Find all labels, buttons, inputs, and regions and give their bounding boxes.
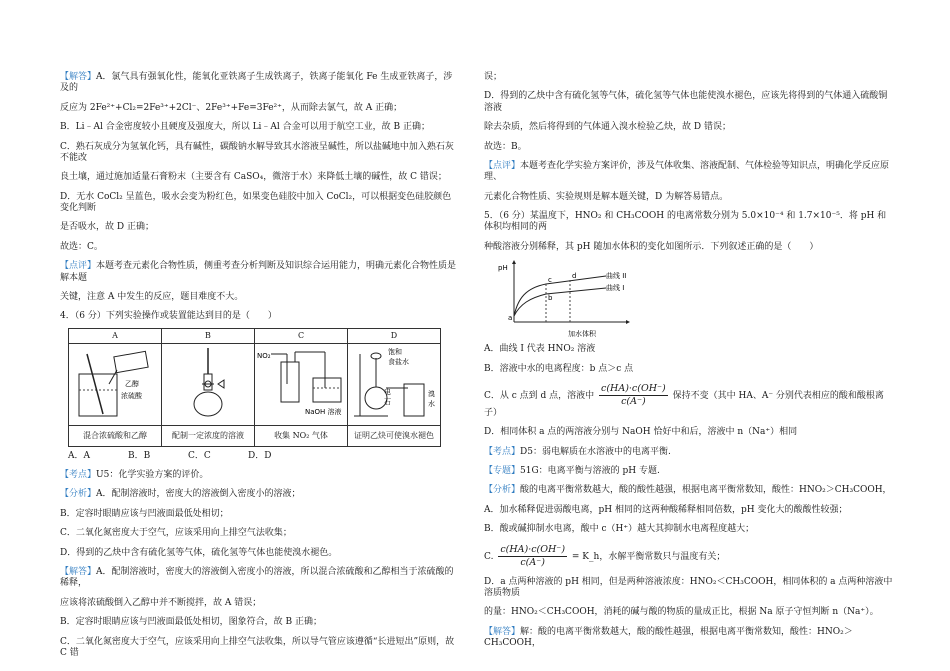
right-comment-2: 元素化合物性质、实验规则是解本题关键，D 为解答易错点。 — [484, 191, 729, 202]
acetylene-illustration — [348, 344, 440, 422]
caption-a: 混合浓硫酸和乙醇 — [69, 425, 162, 446]
analysis-line-4: D．得到的乙炔中含有硫化氢等气体，硫化氢等气体也能使溴水褪色。 — [60, 547, 338, 558]
comment-line-1: 【点评】本题考查元素化合物性质，侧重考查分析判断及知识综合运用能力，明确元素化合物性质是解本题 — [60, 261, 457, 283]
answer-select: 故选：C。 — [60, 241, 103, 252]
right-column — [484, 72, 894, 658]
q5-option-c-suffix: 保持不变（其中 HA、A⁻ 分别代表相应的酸和酸根离子） — [484, 390, 884, 418]
q5-analysis-b: B．酸或碱抑制水电离，酸中 c（H⁺）越大其抑制水电离程度越大； — [484, 524, 755, 535]
section-tag: 【考点】 — [484, 446, 521, 457]
apparatus-b — [162, 343, 255, 425]
q5-zhuanti: 【专题】51G：电离平衡与溶液的 pH 专题. — [484, 466, 660, 476]
solution-line-3: B．定容时眼睛应该与凹液面最低处相切，图象符合，故 B 正确； — [60, 617, 322, 628]
label-sulfuric-acid: 浓硫酸 — [121, 391, 142, 400]
point-c: c — [548, 276, 552, 285]
question-4-options — [68, 451, 460, 462]
answer-line-5: 良土壤，通过施加适量石膏粉末（主要含有 CaSO₄，微溶于水）来降低土壤的碱性，故 C 错误； — [60, 172, 447, 183]
question-4-stem: 4．（6 分）下列实验操作或装置能达到目的是（ ） — [60, 311, 277, 322]
q5-analysis-d2: 的量：HNO₂＜CH₃COOH，消耗的碱与酸的物质的量成正比，根据 Na 原子守恒判断 n（Na⁺）。 — [484, 607, 879, 618]
fraction-expression — [599, 383, 668, 408]
option-b: B．B — [128, 450, 151, 461]
question-5-stem-2: 种酸溶液分别稀释，其 pH 随加水体积的变化如图所示．下列叙述正确的是（ ） — [484, 241, 819, 252]
q5-analysis-d1: D．a 点两种溶液的 pH 相同，但是两种溶液浓度：HNO₂＜CH₃COOH，相同体积的 a 点两种溶液中溶质物质 — [484, 576, 893, 598]
q5-solution: 【解答】解：酸的电离平衡常数越大，酸的酸性越强，根据电离平衡常数知，酸性：HNO₂＞CH₃COOH， — [484, 626, 853, 649]
section-tag: 【解答】 — [484, 626, 521, 637]
answer-line-6: D．无水 CoCl₂ 呈蓝色，吸水会变为粉红色，如果变色硅胶中加入 CoCl₂，可以根据变色硅胶颜色变化判断 — [60, 191, 452, 213]
q5-analysis-c-suffix: = K_h，水解平衡常数只与温度有关； — [571, 551, 726, 562]
fraction-expression-2 — [498, 544, 567, 569]
table-header-b: B — [162, 328, 255, 343]
ph-dilution-graph — [496, 258, 636, 340]
section-tag: 【解答】 — [60, 72, 97, 82]
q5-option-d: D．相同体积 a 点的两溶液分别与 NaOH 恰好中和后，溶液中 n（Na⁺）相同 — [484, 427, 798, 438]
option-a: A．A — [68, 450, 90, 461]
q5-option-b: B．溶液中水的电离程度：b 点＞c 点 — [484, 363, 634, 374]
kaodian-line: 【考点】U5：化学实验方案的评价。 — [60, 469, 209, 480]
analysis-line-1: 【分析】A．配制溶液时，密度大的溶液倒入密度小的溶液； — [60, 489, 301, 500]
analysis-line-2: B．定容时眼睛应该与凹液面最低处相切； — [60, 508, 229, 519]
q5-option-c-prefix: C．从 c 点到 d 点，溶液中 — [484, 390, 595, 401]
experiment-table — [68, 328, 441, 447]
label-stone: 石 — [384, 397, 391, 406]
apparatus-c — [255, 343, 348, 425]
beaker-pouring-illustration — [69, 344, 161, 422]
q5-analysis-1: 【分析】酸的电离平衡常数越大，酸的酸性越强，根据电离平衡常数知，酸性：HNO₂＞CH₃COOH， — [484, 485, 892, 496]
section-tag: 【点评】 — [484, 161, 521, 171]
solution-line-4: C．二氧化氮密度大于空气，应该采用向上排空气法收集，所以导气管应该遵循“长进短出”原则，故 C 错 — [60, 636, 455, 658]
label-naoh-solution: NaOH 溶液 — [305, 407, 342, 416]
label-no2: NO₂ — [257, 351, 271, 360]
gas-collection-illustration — [255, 344, 347, 422]
point-a: a — [508, 314, 513, 323]
section-tag: 【分析】 — [60, 489, 97, 500]
volumetric-flask-illustration — [162, 344, 254, 422]
q5-analysis-a: A．加水稀释促进弱酸电离，pH 相同的这两种酸稀释相同倍数，pH 变化大的酸酸性较强； — [484, 504, 848, 515]
option-d: D．D — [248, 450, 272, 461]
right-comment-1: 【点评】本题考查化学实验方案评价，涉及气体收集、溶液配制、气体检验等知识点，明确化学反应原理、 — [484, 161, 890, 183]
curve-ii — [514, 276, 606, 316]
q5-analysis-c-prefix: C. — [484, 551, 494, 562]
fraction-numerator: c(HA)·c(OH⁻) — [601, 382, 666, 394]
point-b: b — [548, 294, 553, 303]
label-saturated: 饱和 — [388, 347, 402, 356]
answer-line-2: 反应为 2Fe²⁺+Cl₂=2Fe³⁺+2Cl⁻、2Fe³⁺+Fe=3Fe²⁺，从而除去氯气，故 A 正确； — [60, 102, 403, 113]
solution-line-1: 【解答】A．配制溶液时，密度大的溶液倒入密度小的溶液，所以混合浓硫酸和乙醇相当于浓硫酸的稀释， — [60, 567, 454, 589]
caption-b: 配制一定浓度的溶液 — [162, 425, 255, 446]
apparatus-d — [348, 343, 441, 425]
solution-line-2: 应该将浓硫酸倒入乙醇中并不断搅拌，故 A 错误； — [60, 597, 262, 608]
label-ethanol: 乙醇 — [125, 379, 139, 388]
right-line-1: 误； — [484, 72, 503, 82]
table-header-a: A — [69, 328, 162, 343]
label-curve-i: 曲线 I — [606, 284, 625, 293]
answer-line-1: 【解答】A．氯气具有强氧化性，能氧化亚铁离子生成铁离子，铁离子能氧化 Fe 生成亚铁离子，涉及的 — [60, 72, 453, 94]
fraction-numerator-2: c(HA)·c(OH⁻) — [500, 543, 566, 555]
section-tag: 【专题】 — [484, 466, 521, 476]
caption-c: 收集 NO₂ 气体 — [255, 425, 348, 446]
label-curve-ii: 曲线 II — [606, 272, 627, 281]
right-line-2: D．得到的乙炔中含有硫化氢等气体，硫化氢等气体也能使溴水褪色，应该先将得到的气体通入硫酸铜溶液 — [484, 91, 888, 113]
point-d: d — [572, 272, 577, 281]
answer-line-7: 是否吸水，故 D 正确； — [60, 222, 154, 233]
curve-i — [514, 288, 606, 316]
answer-line-3: B．Li﹣Al 合金密度较小且硬度及强度大，所以 Li﹣Al 合金可以用于航空工业，故 B 正确； — [60, 122, 430, 133]
label-electric: 电 — [384, 387, 391, 396]
fraction-denominator-2: c(A⁻) — [520, 556, 545, 568]
left-column — [60, 72, 460, 667]
right-select: 故选：B。 — [484, 141, 527, 152]
answer-line-4: C．熟石灰成分为氢氧化钙，具有碱性，碳酸钠水解导致其水溶液呈碱性，所以盐碱地中加入熟石灰不能改 — [60, 141, 454, 163]
q5-option-c — [484, 383, 894, 419]
graph-xlabel: 加水体积 — [568, 330, 596, 339]
section-tag: 【点评】 — [60, 261, 97, 272]
q5-kaodian: 【考点】D5：弱电解质在水溶液中的电离平衡. — [484, 446, 671, 457]
table-header-d: D — [348, 328, 441, 343]
section-tag: 【分析】 — [484, 485, 521, 496]
comment-line-2: 关键，注意 A 中发生的反应，题目难度不大。 — [60, 291, 244, 302]
label-bromine: 溴 — [428, 389, 435, 398]
section-tag: 【解答】 — [60, 567, 97, 578]
analysis-line-3: C．二氧化氮密度大于空气，应该采用向上排空气法收集； — [60, 528, 292, 539]
label-water: 水 — [428, 399, 435, 408]
label-brine: 食盐水 — [388, 357, 409, 366]
graph-ylabel: pH — [498, 264, 508, 273]
caption-d: 证明乙炔可使溴水褪色 — [348, 425, 441, 446]
table-header-c: C — [255, 328, 348, 343]
apparatus-a — [69, 343, 162, 425]
q5-analysis-c — [484, 544, 894, 569]
question-5-stem-1: 5．（6 分）某温度下，HNO₂ 和 CH₃COOH 的电离常数分别为 5.0×10⁻⁴ 和 1.7×10⁻⁵．将 pH 和体积均相同的两 — [484, 211, 887, 233]
fraction-denominator: c(A⁻) — [621, 395, 646, 407]
right-line-3: 除去杂质，然后将得到的气体通入溴水检验乙炔，故 D 错误； — [484, 122, 731, 133]
section-tag: 【考点】 — [60, 469, 97, 480]
q5-option-a: A．曲线 I 代表 HNO₂ 溶液 — [484, 344, 596, 355]
option-c: C．C — [188, 450, 211, 461]
